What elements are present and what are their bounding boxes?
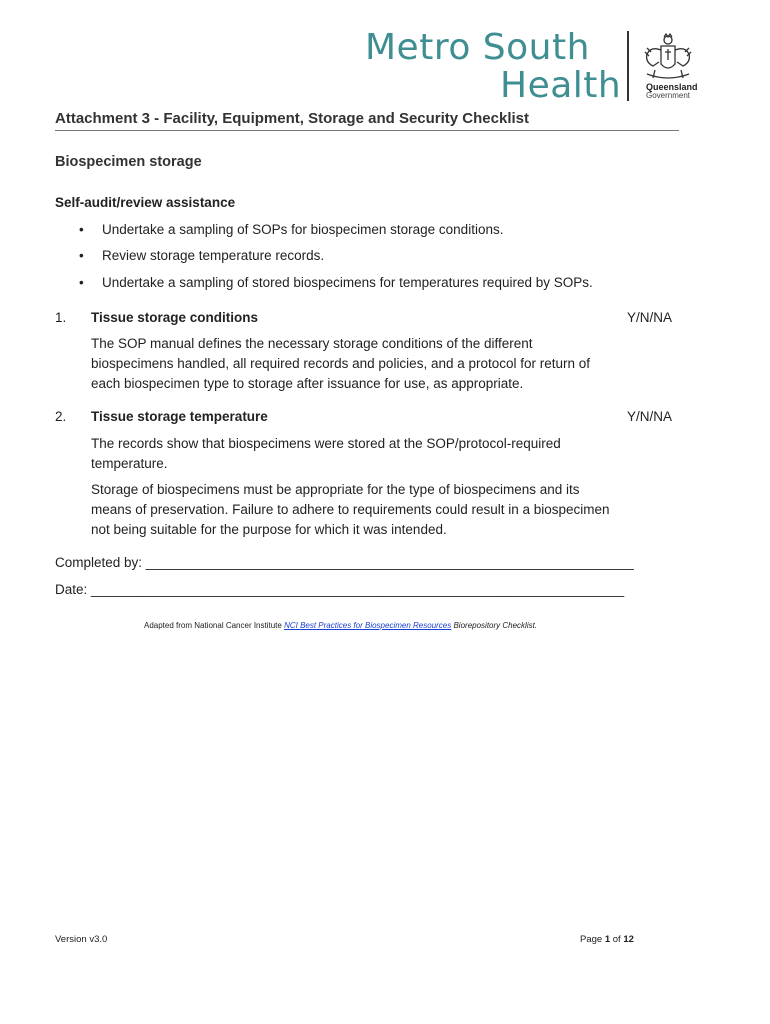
item-number: 1.	[55, 310, 67, 325]
subsection-heading: Self-audit/review assistance	[55, 195, 236, 210]
version-label: Version v3.0	[55, 934, 108, 945]
page-total: 12	[623, 934, 634, 945]
bullet-item: Undertake a sampling of SOPs for biospecimen storage conditions.	[102, 222, 504, 237]
item-description: The SOP manual defines the necessary storage conditions of the different biospecimens handled, all required records and policies, and a protocol for return of each biospecimen type to storage after issuance for use, as appropriate.	[91, 336, 591, 391]
bullet-item: Review storage temperature records.	[102, 248, 325, 263]
bullet-marker: •	[79, 275, 84, 290]
completed-by-field[interactable]: Completed by: _________________________________________________________________	[55, 555, 634, 570]
logo-text-line2: Health	[500, 65, 622, 106]
logo-divider	[627, 31, 629, 101]
bullet-marker: •	[79, 222, 84, 237]
item-number: 2.	[55, 409, 67, 424]
item-description: Storage of biospecimens must be appropriate for the type of biospecimens and its means of preservation. Failure to adhere to requirements could result in a biospecimen not being suitable for the purpose for which it was intended.	[91, 482, 610, 537]
bullet-item: Undertake a sampling of stored biospecimens for temperatures required by SOPs.	[102, 275, 593, 290]
queensland-crest-icon	[639, 32, 697, 84]
footnote-suffix: Biorepository Checklist.	[451, 621, 538, 630]
title-divider	[55, 130, 679, 131]
page-number	[580, 934, 634, 945]
footnote-prefix: Adapted from National Cancer Institute	[144, 621, 285, 630]
item-title: Tissue storage temperature	[91, 409, 268, 424]
bullet-marker: •	[79, 248, 84, 263]
nci-best-practices-link[interactable]: NCI Best Practices for Biospecimen Resources	[284, 621, 452, 630]
source-footnote	[144, 621, 537, 630]
item-description: The records show that biospecimens were stored at the SOP/protocol-required temperature.	[91, 436, 561, 471]
item-answer: Y/N/NA	[627, 409, 673, 424]
government-name: Queensland	[646, 82, 698, 92]
logo-text-line1: Metro South	[365, 27, 590, 68]
page-prefix: Page	[580, 934, 605, 945]
government-label: Government	[646, 91, 691, 100]
page-current: 1	[604, 934, 611, 945]
page-of: of	[610, 934, 624, 945]
date-field[interactable]: Date: _______________________________________________________________________	[55, 582, 625, 597]
document-title: Attachment 3 - Facility, Equipment, Storage and Security Checklist	[55, 110, 529, 127]
section-heading: Biospecimen storage	[55, 154, 202, 170]
item-title: Tissue storage conditions	[91, 310, 259, 325]
item-answer: Y/N/NA	[627, 310, 673, 325]
